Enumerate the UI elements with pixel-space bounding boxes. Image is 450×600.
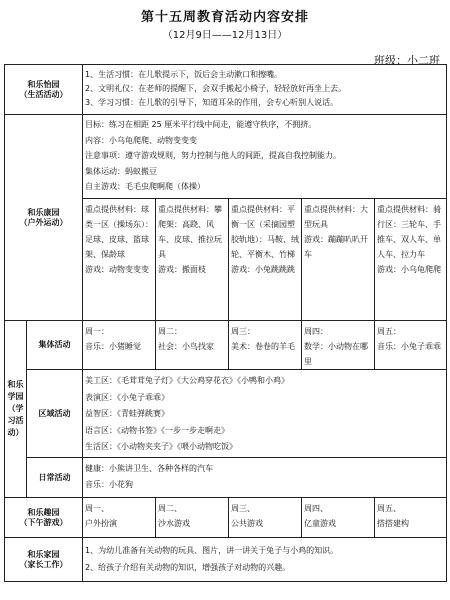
zone-game: 游戏：小兔跳跳跳 — [231, 265, 295, 274]
life-line: 2、文明礼仪：在老师的提醒下，会双手搬起小椅子，轻轻放好再坐上去。 — [85, 84, 347, 93]
afternoon-day — [83, 498, 156, 538]
day-label: 周二、 — [158, 504, 182, 513]
group-day — [156, 321, 229, 370]
group-day — [302, 321, 375, 370]
outdoor-zone — [156, 199, 229, 321]
daily-content — [83, 458, 447, 498]
afternoon-day — [375, 498, 447, 538]
day-content: 沙水游戏 — [158, 519, 190, 528]
page-title: 第十五周教育活动内容安排 — [140, 10, 309, 25]
date-range: （12月9日——12月13日） — [162, 30, 288, 41]
zone-material: 重点提供材料：平衡一区（采摘园塑胶轨地）：马鞍、绒轮、平衡木、竹梯 — [231, 205, 299, 259]
group-day — [375, 321, 447, 370]
area-activity-label: 区域活动 — [27, 370, 83, 458]
day-content: 搭搭建构 — [377, 519, 409, 528]
day-label: 周三： — [231, 327, 255, 336]
day-label: 周一： — [85, 327, 109, 336]
row-afternoon — [5, 498, 447, 538]
learning-subtitle: （学习活动） — [7, 404, 24, 437]
row-learning-daily — [5, 458, 447, 498]
group-activity-label: 集体活动 — [27, 321, 83, 370]
daily-activity-label: 日常活动 — [27, 458, 83, 498]
outdoor-zone — [229, 199, 302, 321]
day-label: 周五、 — [377, 504, 401, 513]
afternoon-category — [5, 498, 83, 538]
row-life — [5, 65, 447, 115]
family-line: 1、为幼儿准备有关动物的玩具、图片，讲一讲关于兔子与小鸡的知识。 — [85, 546, 339, 555]
zone-material: 重点提供材料：攀爬架：高跷、风车、皮球、推拉玩具 — [158, 205, 222, 259]
afternoon-day — [302, 498, 375, 538]
outdoor-line: 集体运动：蚂蚁搬豆 — [85, 166, 157, 176]
day-label: 周一、 — [85, 504, 109, 513]
zone-material: 重点提供材料：球类一区（操场东）：足球、皮球、篮球架、保龄球 — [85, 205, 153, 259]
day-label: 周四、 — [304, 504, 328, 513]
class-label: 班级：小二班 — [374, 54, 440, 67]
activity-table — [4, 64, 447, 582]
life-category — [5, 65, 83, 115]
outdoor-title: 和乐康园 — [27, 207, 60, 217]
daily-line: 健康：小熊讲卫生、各种各样的汽车 — [85, 464, 213, 473]
day-content: 亿童游戏 — [304, 519, 336, 528]
group-day — [229, 321, 302, 370]
daily-line: 音乐：小花狗 — [85, 480, 133, 489]
area-content — [83, 370, 447, 458]
outdoor-plan — [83, 115, 447, 199]
row-learning-group — [5, 321, 447, 370]
learning-category — [5, 321, 27, 498]
day-label: 周二： — [158, 327, 182, 336]
day-content: 数学：小动物在哪里 — [304, 342, 368, 366]
day-content: 社会：小鸟找家 — [158, 342, 214, 351]
family-title: 和乐家园 — [27, 549, 60, 559]
life-line: 1、生活习惯：在儿歌提示下，饭后会主动漱口和擦嘴。 — [85, 70, 283, 79]
family-content — [83, 538, 447, 582]
area-line: 语言区：《动物书签》《一步一步走啊走》 — [85, 425, 229, 435]
life-subtitle: （生活活动） — [19, 89, 68, 99]
day-content: 公共游戏 — [231, 519, 263, 528]
outdoor-line: 内容：小乌龟爬爬、动物变变变 — [85, 135, 197, 145]
area-line: 益智区：《青蛙弹跳赛》 — [85, 409, 169, 418]
outdoor-zone — [83, 199, 156, 321]
outdoor-category — [5, 115, 83, 321]
afternoon-title: 和乐趣园 — [27, 507, 60, 517]
family-line: 2、给孩子介绍有关动物的知识，增强孩子对动物的兴趣。 — [85, 563, 291, 572]
learning-title: 和乐学园 — [7, 380, 24, 401]
area-line: 生活区：《小动物夹夹子》《喂小动物吃饭》 — [85, 442, 237, 451]
day-content: 音乐：小猪睡觉 — [85, 342, 141, 351]
outdoor-subtitle: （户外运动） — [19, 217, 68, 227]
outdoor-line: 目标：练习在相距 25 厘米平行线中间走，能遵守秩序，不拥挤。 — [85, 120, 317, 129]
zone-game: 游戏：蹦蹦叭叭开车 — [304, 235, 368, 259]
day-label: 周三、 — [231, 504, 255, 513]
day-content: 音乐：小兔子乖乖 — [377, 342, 441, 351]
outdoor-zone — [375, 199, 447, 321]
area-line: 表演区：《小兔子乖乖》 — [85, 392, 169, 402]
day-label: 周四： — [304, 327, 328, 336]
zone-material: 重点提供材料：大型玩具 — [304, 205, 368, 229]
life-line: 3、学习习惯：在儿歌的引导下，知道耳朵的作用，会专心听别人说话。 — [85, 98, 339, 107]
afternoon-day — [229, 498, 302, 538]
family-category — [5, 538, 83, 582]
zone-material: 重点提供材料：骑行区：三轮车、手推车、双人车、单人车、拉力车 — [377, 205, 441, 259]
afternoon-subtitle: （下午游戏） — [19, 517, 68, 527]
day-label: 周五： — [377, 327, 401, 336]
outdoor-zone — [302, 199, 375, 321]
life-content — [83, 65, 447, 115]
family-subtitle: （家长工作） — [19, 559, 68, 569]
zone-game: 游戏：小乌龟爬爬 — [377, 265, 441, 274]
group-day — [83, 321, 156, 370]
outdoor-line: 注意事项：遵守游戏规则，努力控制与他人的间距，提高自我控制能力。 — [85, 151, 341, 160]
zone-game: 游戏：搬面枝 — [158, 265, 206, 274]
row-outdoor-plan — [5, 115, 447, 199]
afternoon-day — [156, 498, 229, 538]
row-learning-area — [5, 370, 447, 458]
day-content: 户外扮演 — [85, 519, 117, 528]
life-title: 和乐怡园 — [27, 79, 60, 89]
row-family — [5, 538, 447, 582]
outdoor-line: 自主游戏：毛毛虫爬啊爬（体操） — [85, 182, 205, 191]
area-line: 美工区：《毛茸茸兔子灯》《大公鸡穿花衣》《小鸭和小鸡》 — [85, 376, 289, 385]
day-content: 美术：卷卷的羊毛 — [231, 342, 295, 351]
zone-game: 游戏：动物变变变 — [85, 265, 149, 274]
